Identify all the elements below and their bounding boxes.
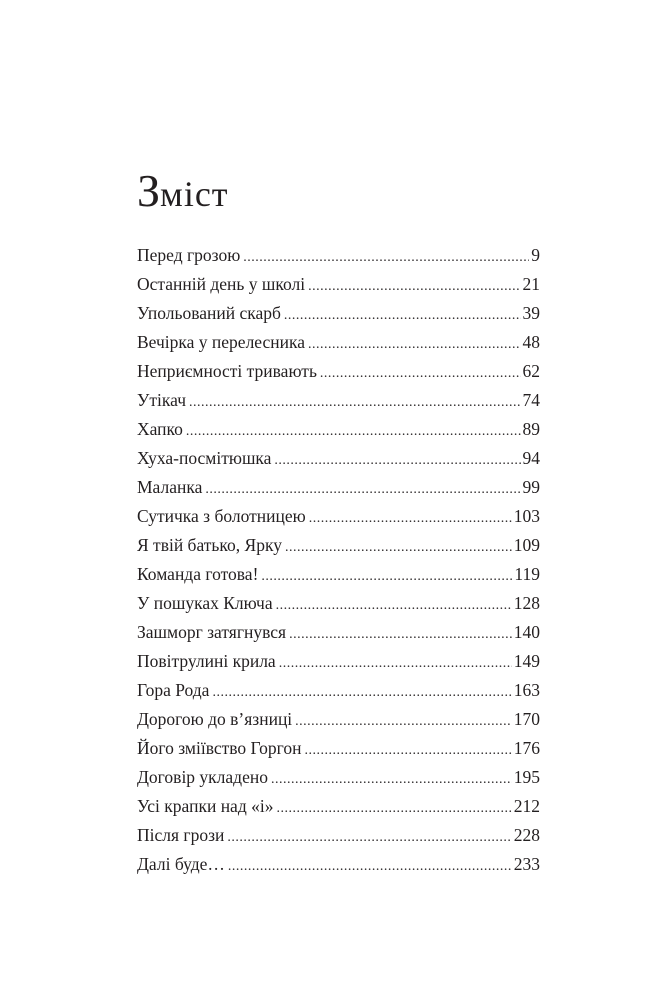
- toc-entry-title: Гора Рода: [137, 680, 210, 700]
- toc-dot-leader: [186, 417, 521, 446]
- toc-entry-page-number: 140: [513, 622, 540, 642]
- toc-entry-page-number: 128: [513, 593, 540, 613]
- toc-entry-title: Хапко: [137, 419, 183, 439]
- toc-entry-title: Договір укладено: [137, 767, 268, 787]
- toc-entry-page-number: 21: [522, 274, 540, 294]
- toc-entry: [137, 821, 540, 850]
- toc-entry-title: Усі крапки над «і»: [137, 796, 274, 816]
- toc-entry-title: Останній день у школі: [137, 274, 306, 294]
- toc-entry: [137, 763, 540, 792]
- toc-entry-page-number: 109: [513, 535, 540, 555]
- toc-entry: [137, 792, 540, 821]
- toc-entry-page-number: 39: [522, 303, 540, 323]
- toc-entry: [137, 299, 540, 328]
- toc-dot-leader: [261, 562, 512, 591]
- toc-dot-leader: [308, 272, 520, 301]
- toc-entry-title: Хуха-посмітюшка: [137, 448, 272, 468]
- toc-dot-leader: [271, 765, 512, 794]
- toc-dot-leader: [228, 852, 512, 881]
- table-of-contents: [137, 241, 540, 879]
- toc-entry: [137, 444, 540, 473]
- toc-entry-page-number: 233: [513, 854, 540, 874]
- toc-dot-leader: [305, 736, 512, 765]
- toc-dot-leader: [274, 446, 520, 475]
- toc-dot-leader: [320, 359, 521, 388]
- toc-dot-leader: [243, 243, 529, 272]
- toc-entry-title: Упольований скарб: [137, 303, 281, 323]
- title-rest: міст: [160, 174, 229, 214]
- toc-dot-leader: [308, 330, 520, 359]
- toc-entry-page-number: 89: [522, 419, 540, 439]
- toc-entry-title: Після грози: [137, 825, 225, 845]
- toc-entry-title: Далі буде…: [137, 854, 225, 874]
- toc-dot-leader: [285, 533, 512, 562]
- toc-dot-leader: [309, 504, 512, 533]
- toc-entry-page-number: 176: [513, 738, 540, 758]
- toc-entry: [137, 618, 540, 647]
- toc-dot-leader: [212, 678, 511, 707]
- toc-entry: [137, 560, 540, 589]
- toc-entry-title: Перед грозою: [137, 245, 241, 265]
- page-title: [137, 165, 229, 216]
- toc-dot-leader: [284, 301, 521, 330]
- toc-entry: [137, 357, 540, 386]
- toc-entry-title: Я твій батько, Ярку: [137, 535, 282, 555]
- toc-entry-page-number: 170: [513, 709, 540, 729]
- toc-dot-leader: [295, 707, 512, 736]
- toc-entry-title: Утікач: [137, 390, 187, 410]
- toc-entry: [137, 589, 540, 618]
- toc-dot-leader: [289, 620, 512, 649]
- toc-entry-page-number: 74: [522, 390, 540, 410]
- toc-entry: [137, 386, 540, 415]
- toc-entry: [137, 502, 540, 531]
- toc-entry: [137, 473, 540, 502]
- toc-entry-title: Дорогою до в’язниці: [137, 709, 293, 729]
- toc-entry-page-number: 62: [522, 361, 540, 381]
- toc-entry-page-number: 48: [522, 332, 540, 352]
- toc-dot-leader: [279, 649, 512, 678]
- toc-entry: [137, 647, 540, 676]
- toc-entry-title: Команда готова!: [137, 564, 259, 584]
- toc-entry-title: Сутичка з болотницею: [137, 506, 306, 526]
- toc-entry-page-number: 103: [513, 506, 540, 526]
- toc-entry-title: У пошуках Ключа: [137, 593, 273, 613]
- toc-entry: [137, 676, 540, 705]
- toc-entry: [137, 415, 540, 444]
- toc-entry-title: Повітрулині крила: [137, 651, 276, 671]
- toc-entry-page-number: 119: [514, 564, 540, 584]
- toc-entry: [137, 531, 540, 560]
- toc-entry-page-number: 99: [522, 477, 540, 497]
- toc-entry-page-number: 212: [513, 796, 540, 816]
- toc-entry: [137, 850, 540, 879]
- toc-entry: [137, 705, 540, 734]
- toc-entry-title: Зашморг затягнувся: [137, 622, 287, 642]
- toc-dot-leader: [276, 794, 511, 823]
- toc-entry: [137, 734, 540, 763]
- toc-entry-title: Маланка: [137, 477, 203, 497]
- toc-entry-page-number: 163: [513, 680, 540, 700]
- toc-entry-page-number: 228: [513, 825, 540, 845]
- toc-dot-leader: [205, 475, 520, 504]
- title-initial: З: [137, 165, 161, 216]
- toc-entry-page-number: 94: [522, 448, 540, 468]
- toc-entry-title: Його зміївство Горгон: [137, 738, 302, 758]
- toc-entry-title: Неприємності тривають: [137, 361, 317, 381]
- toc-dot-leader: [276, 591, 512, 620]
- toc-entry-page-number: 149: [513, 651, 540, 671]
- toc-entry: [137, 328, 540, 357]
- toc-entry: [137, 270, 540, 299]
- toc-entry: [137, 241, 540, 270]
- toc-entry-title: Вечірка у перелесника: [137, 332, 306, 352]
- toc-dot-leader: [189, 388, 520, 417]
- toc-dot-leader: [227, 823, 511, 852]
- toc-entry-page-number: 195: [513, 767, 540, 787]
- toc-entry-page-number: 9: [531, 245, 540, 265]
